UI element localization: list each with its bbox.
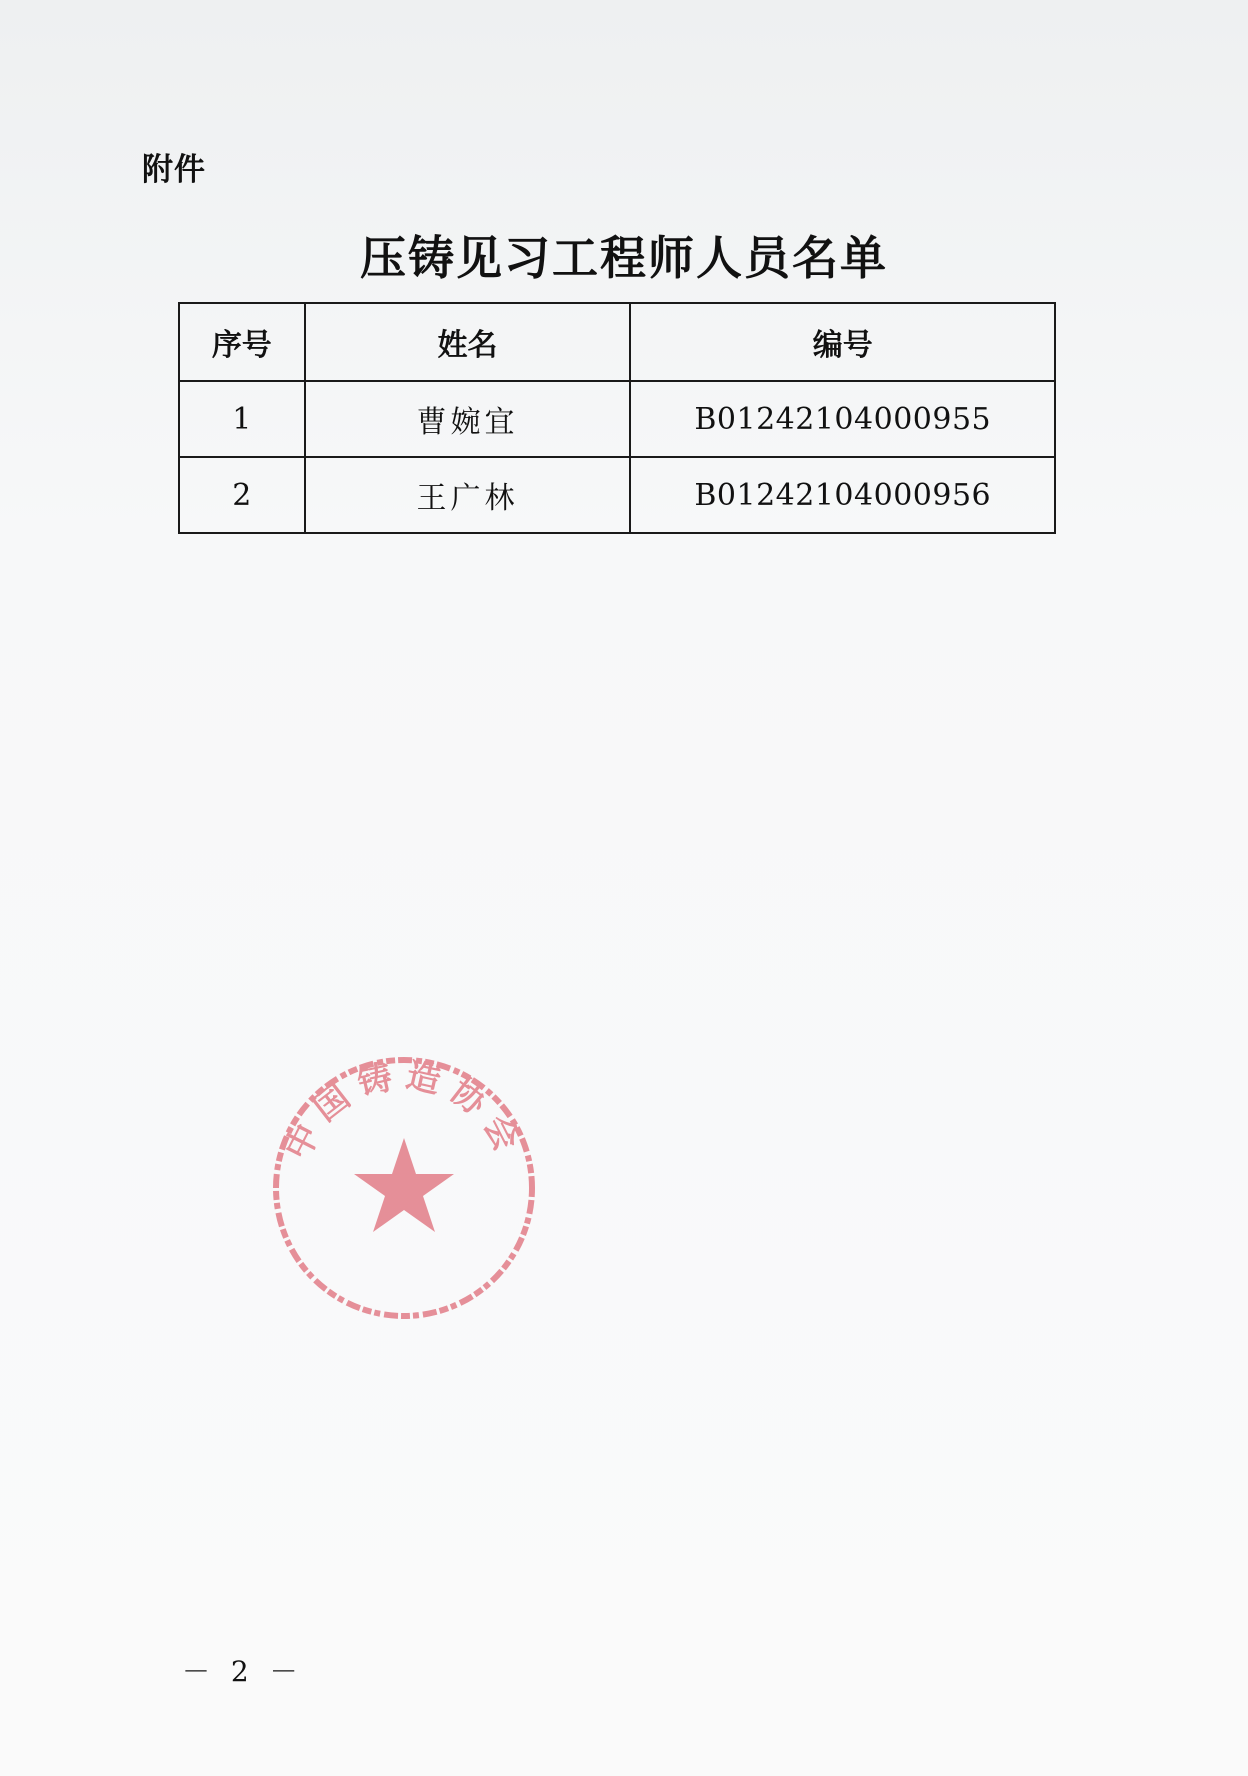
cell-index: 2 [179, 457, 305, 533]
cell-name: 王广林 [305, 457, 631, 533]
cell-code: B01242104000956 [630, 457, 1055, 533]
header-name: 姓名 [305, 303, 631, 381]
cell-index: 1 [179, 381, 305, 457]
table-row [179, 457, 1055, 533]
table-row [179, 381, 1055, 457]
seal-arc-text: 中国铸造协会 [277, 1055, 531, 1167]
roster-table [178, 302, 1056, 534]
header-code: 编号 [630, 303, 1055, 381]
official-seal-stamp [268, 1052, 540, 1324]
seal-star-icon [354, 1138, 454, 1232]
header-index: 序号 [179, 303, 305, 381]
table-header-row [179, 303, 1055, 381]
cell-code: B01242104000955 [630, 381, 1055, 457]
attachment-label: 附件 [142, 152, 206, 188]
page-number: － 2 － [182, 1655, 304, 1688]
document-title: 压铸见习工程师人员名单 [360, 231, 888, 285]
cell-name: 曹婉宜 [305, 381, 631, 457]
